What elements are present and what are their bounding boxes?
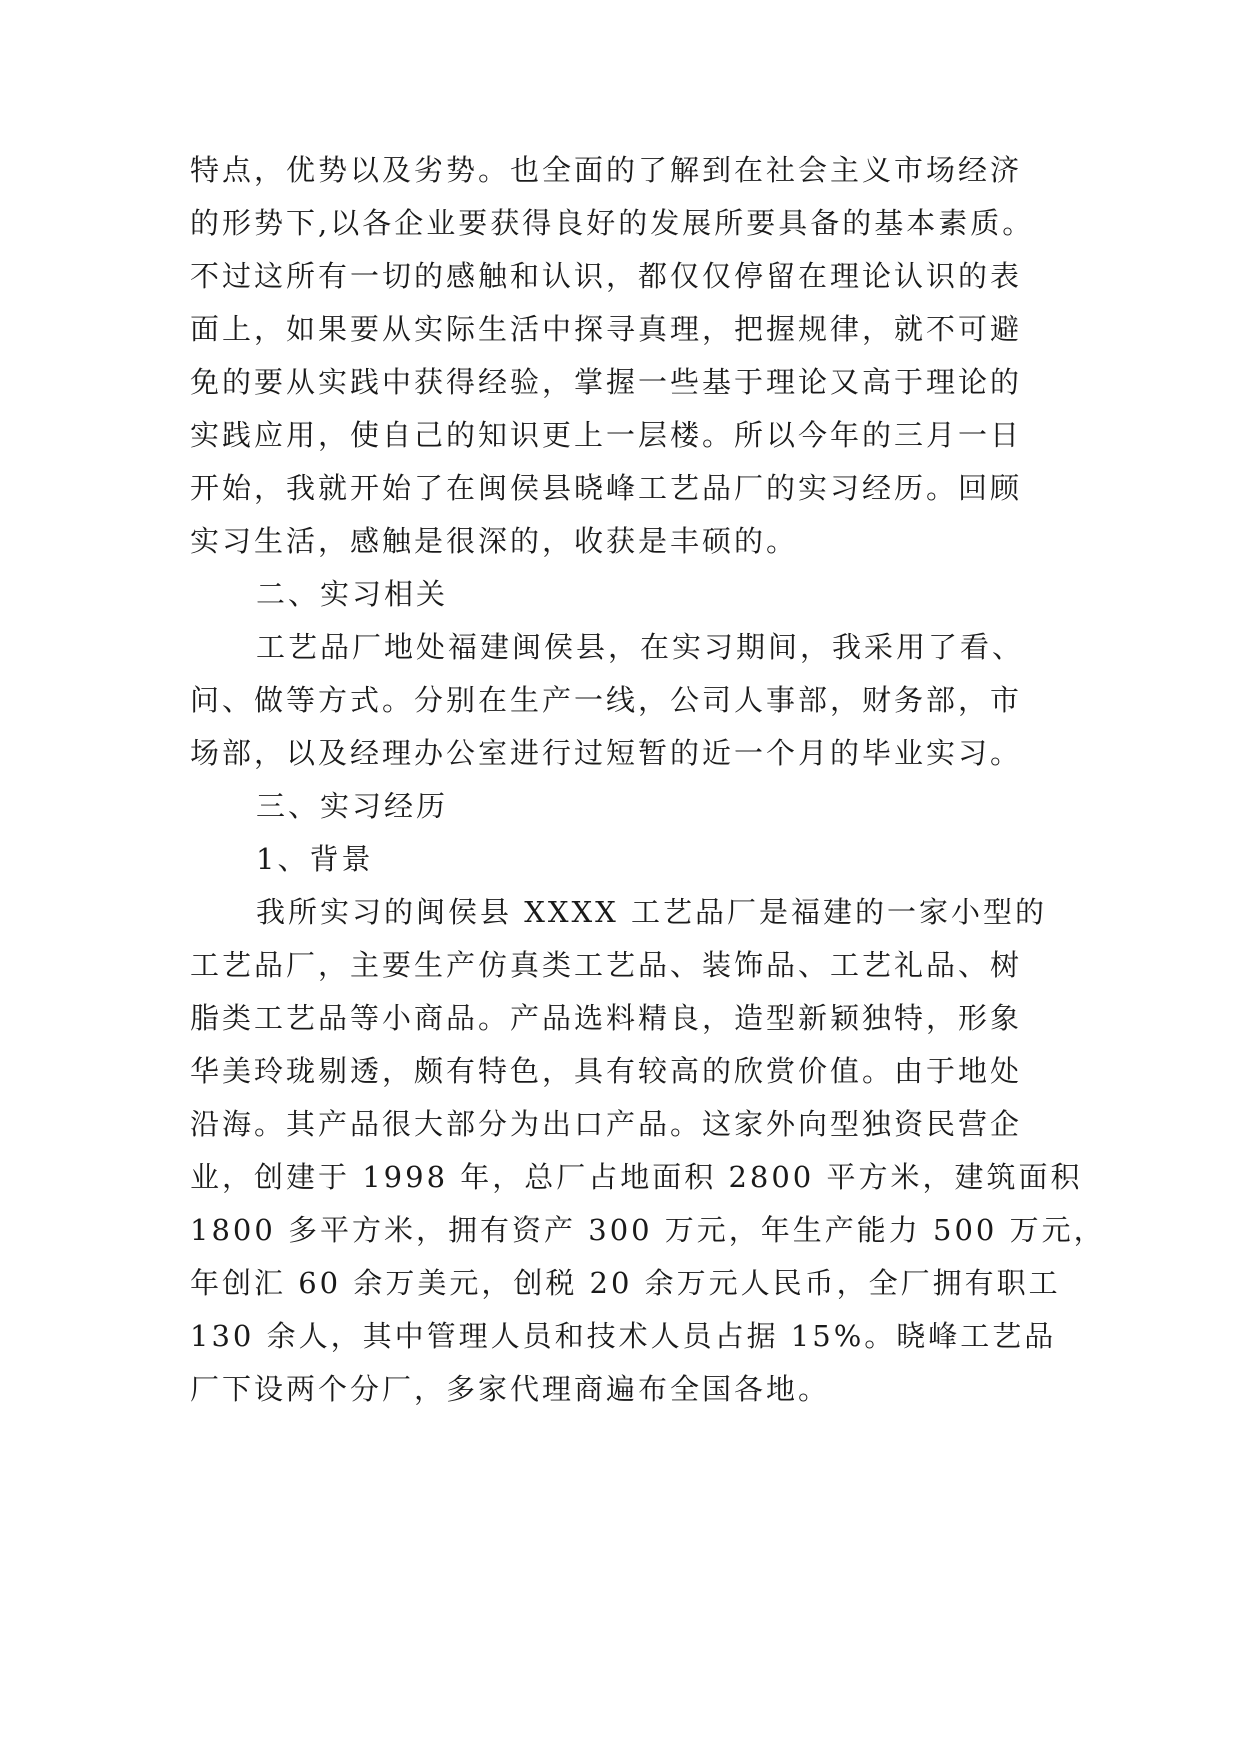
text-line: 沿海。其产品很大部分为出口产品。这家外向型独资民营企 xyxy=(190,1107,1023,1141)
subsection-heading: 1、背景 xyxy=(256,842,374,876)
text-line: 厂下设两个分厂，多家代理商遍布全国各地。 xyxy=(190,1372,831,1406)
text-line: 华美玲珑剔透，颇有特色，具有较高的欣赏价值。由于地处 xyxy=(190,1054,1023,1088)
text-line: 问、做等方式。分别在生产一线，公司人事部，财务部，市 xyxy=(190,683,1023,717)
text-line: 面上，如果要从实际生活中探寻真理，把握规律，就不可避 xyxy=(190,312,1023,346)
paragraph-first-line: 我所实习的闽侯县 XXXX 工艺品厂是福建的一家小型的 xyxy=(256,895,1048,929)
section-heading: 三、实习经历 xyxy=(256,789,449,823)
text-line: 脂类工艺品等小商品。产品选料精良，造型新颖独特，形象 xyxy=(190,1001,1023,1035)
paragraph-first-line: 工艺品厂地处福建闽侯县，在实习期间，我采用了看、 xyxy=(256,630,1025,664)
text-line: 1800 多平方米，拥有资产 300 万元，年生产能力 500 万元， xyxy=(190,1213,1106,1247)
text-line: 业，创建于 1998 年，总厂占地面积 2800 平方米，建筑面积 xyxy=(190,1160,1083,1194)
text-line: 130 余人，其中管理人员和技术人员占据 15%。晓峰工艺品 xyxy=(190,1319,1057,1353)
text-line: 工艺品厂，主要生产仿真类工艺品、装饰品、工艺礼品、树 xyxy=(190,948,1023,982)
section-heading: 二、实习相关 xyxy=(256,577,449,611)
text-line: 特点，优势以及劣势。也全面的了解到在社会主义市场经济 xyxy=(190,153,1023,187)
text-line: 的形势下,以各企业要获得良好的发展所要具备的基本素质。 xyxy=(190,206,1035,240)
text-line: 不过这所有一切的感触和认识，都仅仅停留在理论认识的表 xyxy=(190,259,1023,293)
text-line: 场部，以及经理办公室进行过短暂的近一个月的毕业实习。 xyxy=(190,736,1023,770)
text-line: 免的要从实践中获得经验，掌握一些基于理论又高于理论的 xyxy=(190,365,1023,399)
text-line: 年创汇 60 余万美元，创税 20 余万元人民币，全厂拥有职工 xyxy=(190,1266,1061,1300)
text-line: 开始，我就开始了在闽侯县晓峰工艺品厂的实习经历。回顾 xyxy=(190,471,1023,505)
text-line: 实践应用，使自己的知识更上一层楼。所以今年的三月一日 xyxy=(190,418,1023,452)
text-line: 实习生活，感触是很深的，收获是丰硕的。 xyxy=(190,524,799,558)
